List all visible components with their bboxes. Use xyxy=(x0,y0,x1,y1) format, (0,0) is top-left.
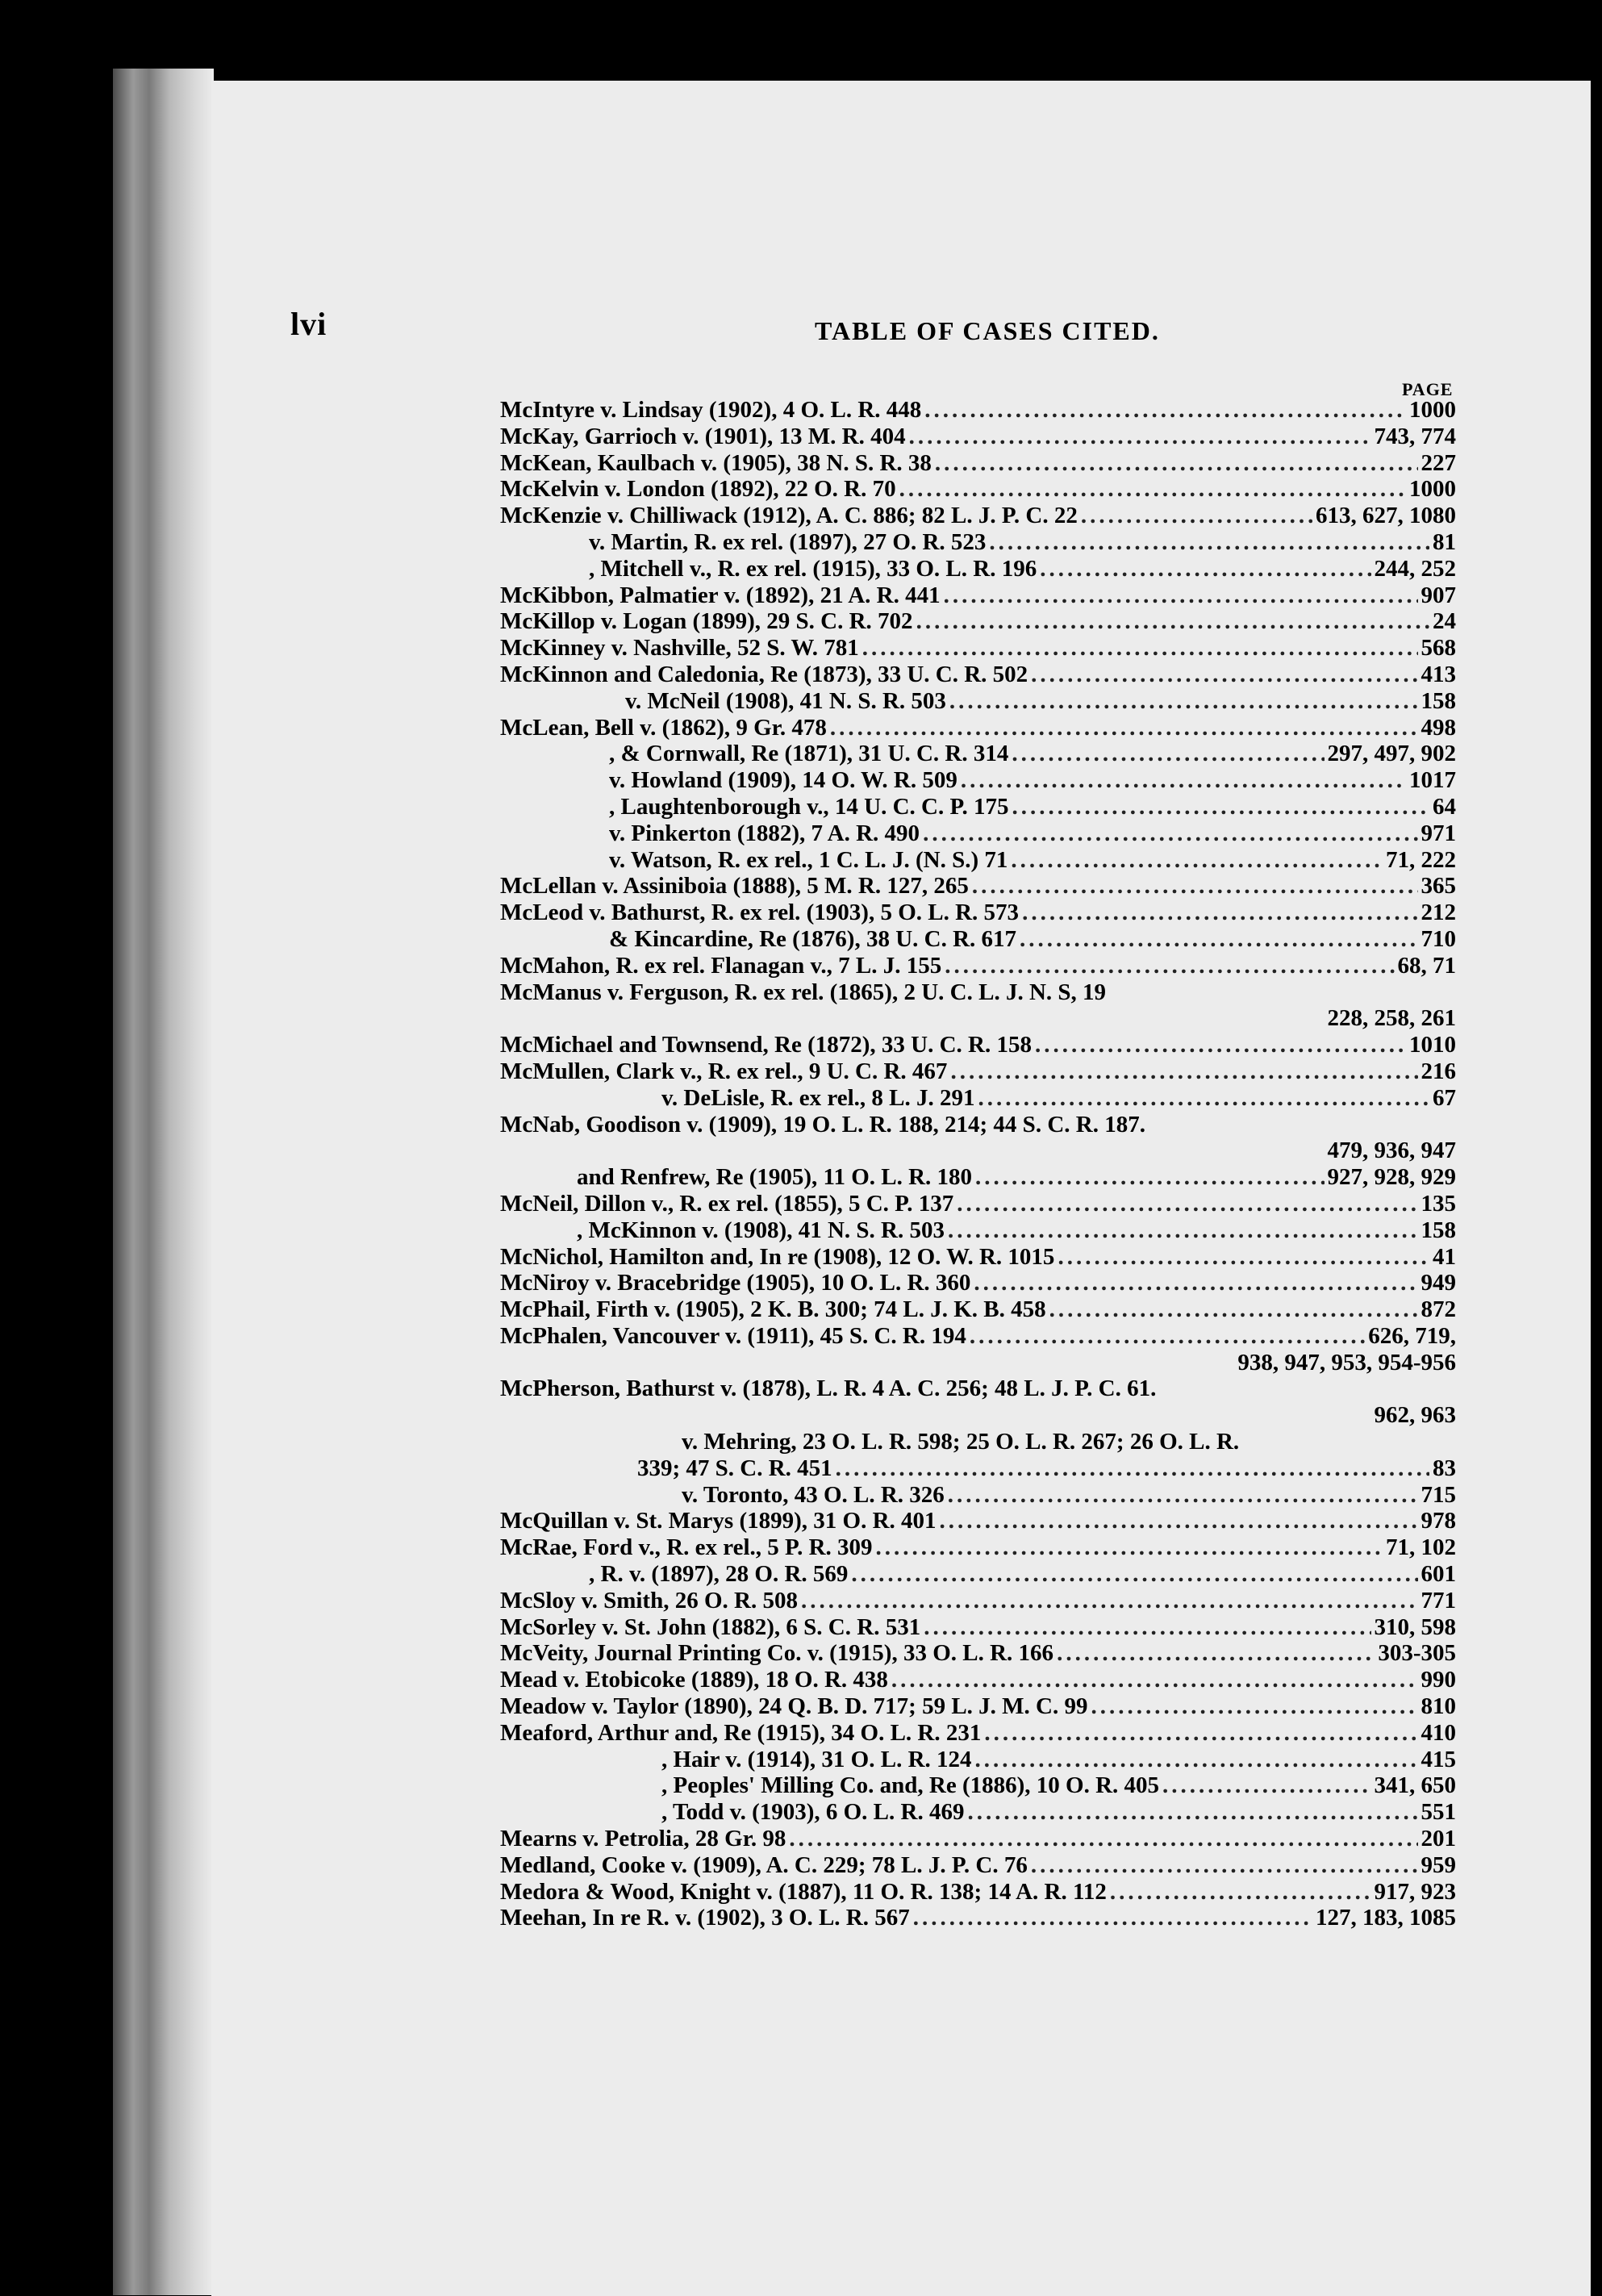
dot-leader xyxy=(801,1588,1418,1614)
page-references: 212 xyxy=(1421,900,1456,926)
case-citation: McNeil, Dillon v., R. ex rel. (1855), 5 C. P. 137 xyxy=(500,1190,954,1217)
dot-leader xyxy=(862,635,1418,662)
case-citation: v. McNeil (1908), 41 N. S. R. 503 xyxy=(625,687,946,714)
dot-leader xyxy=(789,1826,1417,1852)
case-citation: and Renfrew, Re (1905), 11 O. L. R. 180 xyxy=(577,1164,973,1191)
index-entry xyxy=(500,424,1456,450)
case-citation: McManus v. Ferguson, R. ex rel. (1865), 2 U. C. L. J. N. S, 19 xyxy=(500,979,1107,1005)
index-entry xyxy=(500,900,1456,926)
dot-leader xyxy=(984,1720,1417,1747)
page-references: 1000 xyxy=(1409,476,1456,503)
dot-leader xyxy=(948,1217,1418,1244)
dot-leader xyxy=(948,1482,1418,1509)
page-references: 601 xyxy=(1421,1561,1456,1588)
case-index-list xyxy=(500,397,1456,1931)
page-references: 743, 774 xyxy=(1374,423,1456,449)
index-entry xyxy=(500,503,1456,529)
case-citation: McKinney v. Nashville, 52 S. W. 781 xyxy=(500,635,859,662)
index-entry xyxy=(500,1350,1456,1376)
index-entry xyxy=(500,847,1456,874)
dot-leader xyxy=(1091,1693,1418,1720)
page-references: 626, 719, xyxy=(1368,1322,1456,1349)
dot-leader xyxy=(1057,1640,1375,1667)
page-references: 613, 627, 1080 xyxy=(1316,503,1456,529)
case-citation: , Hair v. (1914), 31 O. L. R. 124 xyxy=(661,1746,972,1772)
index-entry xyxy=(500,1376,1456,1402)
index-entry xyxy=(500,820,1456,847)
index-entry xyxy=(500,1058,1456,1085)
dot-leader xyxy=(978,1085,1429,1112)
dot-leader xyxy=(944,582,1418,609)
case-citation: Medland, Cooke v. (1909), A. C. 229; 78 L. J. P. C. 76 xyxy=(500,1851,1028,1878)
page-references: 917, 923 xyxy=(1374,1878,1456,1905)
index-entry xyxy=(500,794,1456,820)
page-references: 71, 222 xyxy=(1386,846,1456,873)
dot-leader xyxy=(950,1058,1417,1085)
page-references: 227 xyxy=(1421,449,1456,476)
case-citation: , Mitchell v., R. ex rel. (1915), 33 O. L. R. 196 xyxy=(589,555,1037,582)
case-citation: Mead v. Etobicoke (1889), 18 O. R. 438 xyxy=(500,1667,888,1693)
page-references: 568 xyxy=(1421,635,1456,662)
index-entry xyxy=(500,1217,1456,1244)
page-references: 297, 497, 902 xyxy=(1327,741,1456,767)
dot-leader xyxy=(1022,900,1417,926)
case-citation: , & Cornwall, Re (1871), 31 U. C. R. 314 xyxy=(609,741,1009,767)
index-entry xyxy=(500,1138,1456,1164)
index-entry xyxy=(500,1667,1456,1693)
index-entry xyxy=(500,1323,1456,1350)
page-references: 551 xyxy=(1421,1799,1456,1826)
index-entry xyxy=(500,556,1456,582)
index-entry xyxy=(500,1482,1456,1509)
case-citation: & Kincardine, Re (1876), 38 U. C. R. 617 xyxy=(609,925,1017,952)
dot-leader xyxy=(989,529,1429,556)
index-entry xyxy=(500,1852,1456,1879)
dot-leader xyxy=(967,1799,1417,1826)
case-citation: McPhalen, Vancouver v. (1911), 45 S. C. R. 194 xyxy=(500,1322,966,1349)
case-citation: McMichael and Townsend, Re (1872), 33 U. C. R. 158 xyxy=(500,1032,1032,1058)
case-citation: McLeod v. Bathurst, R. ex rel. (1903), 5 O. L. R. 573 xyxy=(500,900,1020,926)
index-entry xyxy=(500,1085,1456,1112)
index-entry xyxy=(500,1005,1456,1032)
page-references: 978 xyxy=(1421,1508,1456,1534)
index-entry xyxy=(500,1772,1456,1799)
page-references: 971 xyxy=(1421,820,1456,846)
case-citation: McPherson, Bathurst v. (1878), L. R. 4 A. C. 256; 48 L. J. P. C. 61. xyxy=(500,1376,1157,1402)
case-citation: McNichol, Hamilton and, In re (1908), 12 O. W. R. 1015 xyxy=(500,1243,1055,1270)
index-entry xyxy=(500,1799,1456,1826)
page-references: 244, 252 xyxy=(1374,555,1456,582)
case-citation: McQuillan v. St. Marys (1899), 31 O. R. 401 xyxy=(500,1508,937,1534)
page-references: 81 xyxy=(1433,528,1456,555)
page-folio: lvi xyxy=(290,306,327,342)
page-references: 415 xyxy=(1421,1746,1456,1772)
dot-leader xyxy=(836,1455,1429,1482)
page-references: 201 xyxy=(1421,1826,1456,1852)
case-citation: McPhail, Firth v. (1905), 2 K. B. 300; 74 L. J. K. B. 458 xyxy=(500,1296,1046,1323)
index-entry xyxy=(500,662,1456,688)
page-references: 41 xyxy=(1433,1243,1456,1270)
index-entry xyxy=(500,1640,1456,1667)
case-citation: v. Toronto, 43 O. L. R. 326 xyxy=(682,1481,945,1508)
case-citation: , Peoples' Milling Co. and, Re (1886), 10 O. R. 405 xyxy=(661,1772,1160,1799)
case-citation: 339; 47 S. C. R. 451 xyxy=(637,1455,832,1481)
index-entry xyxy=(500,1720,1456,1747)
index-entry xyxy=(500,1270,1456,1296)
dot-leader xyxy=(1020,926,1417,953)
case-citation: McMullen, Clark v., R. ex rel., 9 U. C. R. 467 xyxy=(500,1058,948,1084)
dot-leader xyxy=(1012,741,1324,767)
index-entry xyxy=(500,1455,1456,1482)
dot-leader xyxy=(975,1164,1324,1191)
index-entry xyxy=(500,688,1456,715)
case-citation: McKibbon, Palmatier v. (1892), 21 A. R. 441 xyxy=(500,582,941,608)
page-references: 365 xyxy=(1421,873,1456,900)
index-entry xyxy=(500,1905,1456,1931)
case-citation: McKean, Kaulbach v. (1905), 38 N. S. R. 38 xyxy=(500,449,932,476)
page-references: 24 xyxy=(1433,608,1456,635)
dot-leader xyxy=(1012,794,1429,820)
index-entry xyxy=(500,953,1456,979)
page-references: 158 xyxy=(1421,1217,1456,1243)
index-entry xyxy=(500,608,1456,635)
index-entry xyxy=(500,741,1456,767)
dot-leader xyxy=(957,1191,1417,1217)
page-references: 127, 183, 1085 xyxy=(1316,1905,1456,1931)
page-references: 68, 71 xyxy=(1397,952,1456,979)
case-citation: McLellan v. Assiniboia (1888), 5 M. R. 127, 265 xyxy=(500,873,969,900)
page-references: 67 xyxy=(1433,1084,1456,1111)
index-entry xyxy=(500,529,1456,556)
dot-leader xyxy=(961,767,1406,794)
dot-leader xyxy=(876,1534,1383,1561)
dot-leader xyxy=(1110,1879,1371,1906)
index-entry xyxy=(500,450,1456,477)
page-references: 83 xyxy=(1433,1455,1456,1481)
running-head: TABLE OF CASES CITED. xyxy=(815,316,1160,345)
case-citation: , R. v. (1897), 28 O. R. 569 xyxy=(589,1561,849,1588)
index-entry xyxy=(500,397,1456,424)
index-entry xyxy=(500,582,1456,609)
index-entry xyxy=(500,1244,1456,1271)
index-entry xyxy=(500,1614,1456,1641)
index-entry xyxy=(500,767,1456,794)
dot-leader xyxy=(1031,662,1417,688)
case-citation: McKinnon and Caledonia, Re (1873), 33 U. C. R. 502 xyxy=(500,661,1028,687)
index-entry xyxy=(500,1429,1456,1455)
dot-leader xyxy=(891,1667,1418,1693)
case-citation: McKillop v. Logan (1899), 29 S. C. R. 702 xyxy=(500,608,913,635)
page-references: 872 xyxy=(1421,1296,1456,1323)
index-entry xyxy=(500,1534,1456,1561)
page-references: 710 xyxy=(1421,925,1456,952)
index-entry xyxy=(500,1296,1456,1323)
index-entry xyxy=(500,1191,1456,1217)
case-citation: McKenzie v. Chilliwack (1912), A. C. 886; 82 L. J. P. C. 22 xyxy=(500,503,1078,529)
case-citation: v. Howland (1909), 14 O. W. R. 509 xyxy=(609,767,957,794)
page-references: 771 xyxy=(1421,1587,1456,1613)
page-references: 498 xyxy=(1421,714,1456,741)
index-entry xyxy=(500,979,1456,1006)
page-references: 71, 102 xyxy=(1386,1534,1456,1561)
dot-leader xyxy=(924,1614,1370,1641)
page-references: 303-305 xyxy=(1378,1640,1456,1667)
case-citation: , Todd v. (1903), 6 O. L. R. 469 xyxy=(661,1799,965,1826)
index-entry xyxy=(500,476,1456,503)
dot-leader xyxy=(935,450,1418,477)
index-entry xyxy=(500,1588,1456,1614)
dot-leader xyxy=(1049,1296,1418,1323)
index-entry xyxy=(500,1032,1456,1058)
dot-leader xyxy=(909,424,1371,450)
page-references: 64 xyxy=(1433,793,1456,820)
case-citation: v. Mehring, 23 O. L. R. 598; 25 O. L. R. 267; 26 O. L. R. xyxy=(682,1429,1240,1455)
page-references: 410 xyxy=(1421,1719,1456,1746)
case-citation: Medora & Wood, Knight v. (1887), 11 O. R. 138; 14 A. R. 112 xyxy=(500,1878,1107,1905)
index-entry xyxy=(500,635,1456,662)
index-entry xyxy=(500,1826,1456,1852)
dot-leader xyxy=(923,820,1417,847)
case-citation: McNab, Goodison v. (1909), 19 O. L. R. 188, 214; 44 S. C. R. 187. xyxy=(500,1111,1145,1138)
page-references: 135 xyxy=(1421,1190,1456,1217)
dot-leader xyxy=(1040,556,1370,582)
case-citation: , Laughtenborough v., 14 U. C. C. P. 175 xyxy=(609,793,1009,820)
index-entry xyxy=(500,715,1456,741)
index-entry xyxy=(500,1747,1456,1773)
case-citation: McVeity, Journal Printing Co. v. (1915), 33 O. L. R. 166 xyxy=(500,1640,1054,1667)
index-entry xyxy=(500,873,1456,900)
page-column-heading: PAGE xyxy=(1402,379,1454,399)
index-entry xyxy=(500,1112,1456,1138)
case-citation: Meadow v. Taylor (1890), 24 Q. B. D. 717; 59 L. J. M. C. 99 xyxy=(500,1693,1088,1720)
dot-leader xyxy=(972,873,1418,900)
page-references: 810 xyxy=(1421,1693,1456,1720)
dot-leader xyxy=(1058,1244,1429,1271)
dot-leader xyxy=(945,953,1394,979)
case-citation: McSorley v. St. John (1882), 6 S. C. R. 531 xyxy=(500,1613,921,1640)
case-citation: v. Martin, R. ex rel. (1897), 27 O. R. 523 xyxy=(589,528,987,555)
dot-leader xyxy=(975,1747,1418,1773)
page-references: 1010 xyxy=(1409,1032,1456,1058)
dot-leader xyxy=(1035,1032,1406,1058)
case-citation: , McKinnon v. (1908), 41 N. S. R. 503 xyxy=(577,1217,945,1243)
page-references: 413 xyxy=(1421,661,1456,687)
case-citation: Meaford, Arthur and, Re (1915), 34 O. L. R. 231 xyxy=(500,1719,982,1746)
case-citation: McNiroy v. Bracebridge (1905), 10 O. L. R. 360 xyxy=(500,1270,971,1296)
dot-leader xyxy=(1081,503,1312,529)
page-references: 938, 947, 953, 954-956 xyxy=(1237,1349,1456,1376)
dot-leader xyxy=(949,688,1418,715)
page-references: 907 xyxy=(1421,582,1456,608)
page-references: 962, 963 xyxy=(1374,1402,1456,1429)
page-references: 949 xyxy=(1421,1270,1456,1296)
dot-leader xyxy=(1031,1852,1418,1879)
dot-leader xyxy=(940,1508,1418,1534)
case-citation: McLean, Bell v. (1862), 9 Gr. 478 xyxy=(500,714,827,741)
dot-leader xyxy=(913,1905,1312,1931)
case-citation: Meehan, In re R. v. (1902), 3 O. L. R. 567 xyxy=(500,1905,910,1931)
case-citation: v. Watson, R. ex rel., 1 C. L. J. (N. S.) 71 xyxy=(609,846,1008,873)
page-references: 158 xyxy=(1421,687,1456,714)
dot-leader xyxy=(899,476,1406,503)
index-entry xyxy=(500,1508,1456,1534)
page-references: 990 xyxy=(1421,1667,1456,1693)
case-citation: McSloy v. Smith, 26 O. R. 508 xyxy=(500,1587,798,1613)
dot-leader xyxy=(916,608,1429,635)
index-entry xyxy=(500,926,1456,953)
index-entry xyxy=(500,1164,1456,1191)
case-citation: McKay, Garrioch v. (1901), 13 M. R. 404 xyxy=(500,423,906,449)
page-references: 959 xyxy=(1421,1851,1456,1878)
page-references: 341, 650 xyxy=(1374,1772,1456,1799)
page-references: 310, 598 xyxy=(1374,1613,1456,1640)
page-references: 228, 258, 261 xyxy=(1327,1005,1456,1032)
index-entry xyxy=(500,1561,1456,1588)
index-entry xyxy=(500,1879,1456,1906)
case-citation: McIntyre v. Lindsay (1902), 4 O. L. R. 448 xyxy=(500,397,922,423)
dot-leader xyxy=(1162,1772,1370,1799)
case-citation: v. DeLisle, R. ex rel., 8 L. J. 291 xyxy=(661,1084,975,1111)
page-references: 927, 928, 929 xyxy=(1327,1164,1456,1191)
index-entry xyxy=(500,1402,1456,1429)
page-references: 1000 xyxy=(1409,397,1456,423)
case-citation: v. Pinkerton (1882), 7 A. R. 490 xyxy=(609,820,920,846)
case-citation: McMahon, R. ex rel. Flanagan v., 7 L. J. 155 xyxy=(500,952,942,979)
dot-leader xyxy=(970,1323,1365,1350)
page-references: 1017 xyxy=(1409,767,1456,794)
dot-leader xyxy=(974,1270,1417,1296)
dot-leader xyxy=(830,715,1418,741)
case-citation: Mearns v. Petrolia, 28 Gr. 98 xyxy=(500,1826,786,1852)
case-citation: McRae, Ford v., R. ex rel., 5 P. R. 309 xyxy=(500,1534,873,1561)
dot-leader xyxy=(924,397,1406,424)
page-edge-shadow xyxy=(113,69,214,2295)
index-entry xyxy=(500,1693,1456,1720)
page-references: 715 xyxy=(1421,1481,1456,1508)
dot-leader xyxy=(851,1561,1417,1588)
page-references: 216 xyxy=(1421,1058,1456,1084)
page-references: 479, 936, 947 xyxy=(1327,1138,1456,1164)
dot-leader xyxy=(1011,847,1383,874)
case-citation: McKelvin v. London (1892), 22 O. R. 70 xyxy=(500,476,896,503)
